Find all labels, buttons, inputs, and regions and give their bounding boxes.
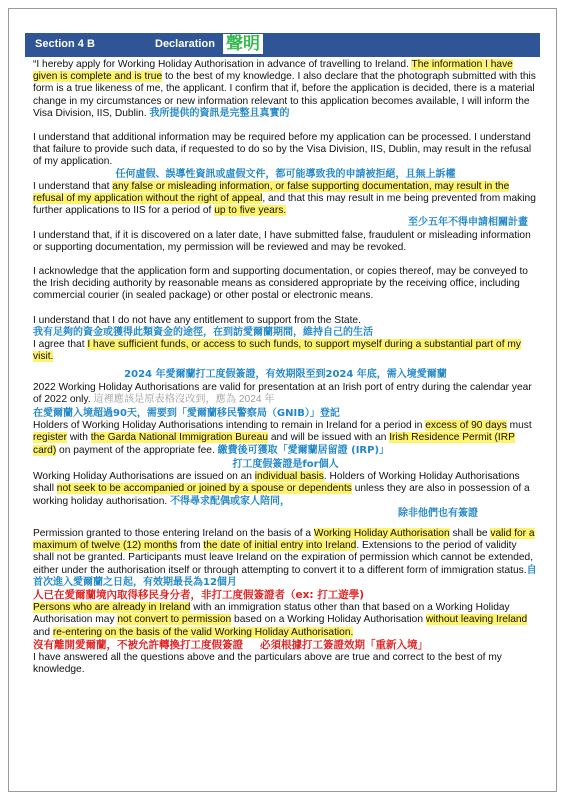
chinese-annotation-text: 任何虛假、誤導性資訊或虛假文件，都可能導致我的申請被拒絕，且無上訴權 — [115, 168, 456, 180]
highlight: individual basis — [254, 471, 324, 483]
highlight: Working Holiday Authorisation — [313, 527, 450, 539]
text: from — [177, 540, 204, 552]
highlight: any false or misleading information, or false supporting documentation, may result in the refusal of my application without the right of appeal — [33, 180, 510, 205]
chinese-annotation-text: 我有足夠的資金或獲得此類資金的途徑，在到訪愛爾蘭期間，維持自己的生活 — [33, 326, 373, 338]
red-annotation-text: 人已在愛爾蘭境內取得移民身分者，非打工度假簽證者（ex: 打工遊學) — [33, 588, 365, 601]
text: with — [66, 432, 91, 444]
paragraph-info-true — [33, 59, 538, 120]
text: based on a Working Holiday Authorisation — [231, 614, 426, 626]
text: to the best of my knowledge. I also declare that the photograph submitted with this form is a true likeness of me, the applicant. I confirm that if, before the application is decided, there is a material change in my circumstances or new information relevant to this application becomes available, I will inform the Visa Division, IIS, Dublin. — [33, 71, 536, 119]
text: 2022 Working Holiday Authorisations are valid for presentation at an Irish port of entry during the calendar year of 2022 only. — [33, 381, 532, 405]
red-annotation-text: 必須根據打工簽證效期「重新入境」 — [259, 638, 428, 651]
section-title-chinese: 聲明 — [223, 34, 263, 54]
red-annotation — [33, 639, 538, 652]
text: I understand that — [33, 180, 113, 192]
highlight: without leaving Ireland — [425, 614, 528, 626]
chinese-annotation — [33, 217, 538, 229]
paragraph-additional-info: I understand that additional information may be required before my application can be processed. I understand that failure to provide such data, if requested to do so by the Visa Division, IIS, Dublin, may result in the refusal of my application. — [33, 132, 532, 168]
paragraph-false-info — [33, 181, 538, 218]
text: I agree that — [33, 339, 88, 351]
chinese-annotation — [33, 459, 538, 471]
text: Holders of Working Holiday Authorisations intending to remain in Ireland for a period in — [33, 420, 426, 432]
highlight: Persons who are already in Ireland — [33, 602, 191, 614]
text: . Extensions to the period of validity shall not be granted. Participants must leave Ireland on the expiration of permission which cannot be extended, either under the authorisation itself or through attempting to convert it to a different form of immigration status. — [33, 540, 534, 576]
highlight: not seek to be accompanied or joined by a spouse or dependents — [56, 483, 352, 495]
chinese-annotation-text: 在愛爾蘭入境超過90天，需要到「愛爾蘭移民警察局（GNIB）」登記 — [33, 408, 340, 420]
highlight: the Garda National Immigration Bureau — [90, 432, 269, 444]
chinese-annotation — [33, 369, 538, 381]
chinese-annotation-text: 2024 年愛爾蘭打工度假簽證，有效期限至到2024 年底，需入境愛爾蘭 — [124, 369, 447, 381]
section-header-bar — [25, 33, 540, 57]
chinese-annotation-text: 除非他們也有簽證 — [398, 507, 478, 519]
chinese-annotation: 自首次進入愛爾蘭之日起，有效期最長為12個月 — [33, 564, 537, 588]
highlight: re-entering on the basis of the valid Working Holiday Authorisation. — [52, 626, 354, 638]
chinese-annotation — [33, 327, 538, 339]
text: must — [506, 420, 532, 432]
section-number: Section 4 B — [35, 38, 95, 50]
text: and will be issued with an — [268, 432, 390, 444]
paragraph-individual-basis — [33, 471, 538, 508]
text: Permission granted to those entering Ireland on the basis of a — [33, 527, 314, 539]
chinese-annotation — [33, 169, 538, 181]
highlight: I have sufficient funds, or access to such funds, to support myself during a substantial part of my visit. — [33, 339, 521, 363]
red-annotation-text: 沒有離開愛爾蘭，不被允許轉換打工度假簽證 — [33, 638, 243, 651]
highlight: not convert to permission — [117, 614, 232, 626]
declaration-body — [33, 59, 538, 676]
highlight: register — [33, 432, 67, 444]
chinese-annotation-text: 打工度假簽證是for個人 — [232, 458, 339, 470]
grey-note: 這裡應該是原表格沒改到，應為 2024 年 — [93, 393, 275, 405]
highlight: valid for a maximum of twelve (12) months — [33, 527, 535, 552]
paragraph-twelve-months — [33, 528, 538, 589]
highlight: excess of 90 days — [425, 420, 507, 432]
paragraph-conveyance: I acknowledge that the application form and supporting documentation, or copies thereof, may be conveyed to the Irish deciding authority by reasonable means as considered appropriate by the receiving office, including commercial courier (in sealed package) or other postal or electronic means. — [33, 266, 528, 302]
paragraph-gnib-register — [33, 420, 538, 457]
text: Working Holiday Authorisations are issued on an — [33, 471, 255, 483]
chinese-annotation: 我所提供的資訊是完整且真實的 — [149, 107, 290, 119]
highlight: The information I have given is complete and is true — [33, 59, 513, 83]
chinese-annotation — [33, 408, 538, 420]
chinese-annotation-text: 至少五年不得申請相關計畫 — [408, 217, 528, 229]
text: with an immigration status other than that based on a Working Holiday Authorisation may — [33, 602, 510, 626]
text: unless they are also in possession of a working holiday authorisation. — [33, 483, 530, 507]
chinese-annotation — [33, 508, 538, 520]
red-annotation — [33, 589, 538, 602]
paragraph-sufficient-funds — [33, 339, 538, 363]
text: shall be — [449, 527, 491, 539]
text: and — [33, 626, 53, 638]
text: “I hereby apply for Working Holiday Authorisation in advance of travelling to Ireland. — [33, 59, 412, 70]
paragraph-already-in-ireland — [33, 602, 538, 639]
paragraph-answers-true: I have answered all the questions above and the particulars above are true and correct to the best of my knowledge. — [33, 651, 502, 676]
highlight: the date of initial entry into Ireland — [203, 540, 357, 552]
text: on payment of the appropriate fee. — [56, 444, 215, 456]
section-title: Declaration — [155, 38, 215, 50]
paragraph-no-support: I understand that I do not have any entitlement to support from the State. — [33, 314, 361, 326]
paragraph-validity-2022 — [33, 382, 538, 406]
paragraph-revoked: I understand that, if it is discovered on a later date, I have submitted false, fraudulent or misleading information or supporting documentation, my permission will be reviewed and may be revoked. — [33, 229, 531, 253]
highlight: Irish Residence Permit (IRP card) — [33, 432, 515, 456]
chinese-annotation: 繳費後可獲取「愛爾蘭居留證 (IRP)」 — [217, 444, 390, 456]
text: , and that this may result in me being prevented from making further applications to IIS for a period of — [33, 193, 536, 217]
text: . Holders of Working Holiday Authorisations shall — [33, 471, 520, 495]
chinese-annotation: 不得尋求配偶或家人陪同， — [170, 495, 291, 507]
highlight: up to five years. — [214, 205, 287, 217]
